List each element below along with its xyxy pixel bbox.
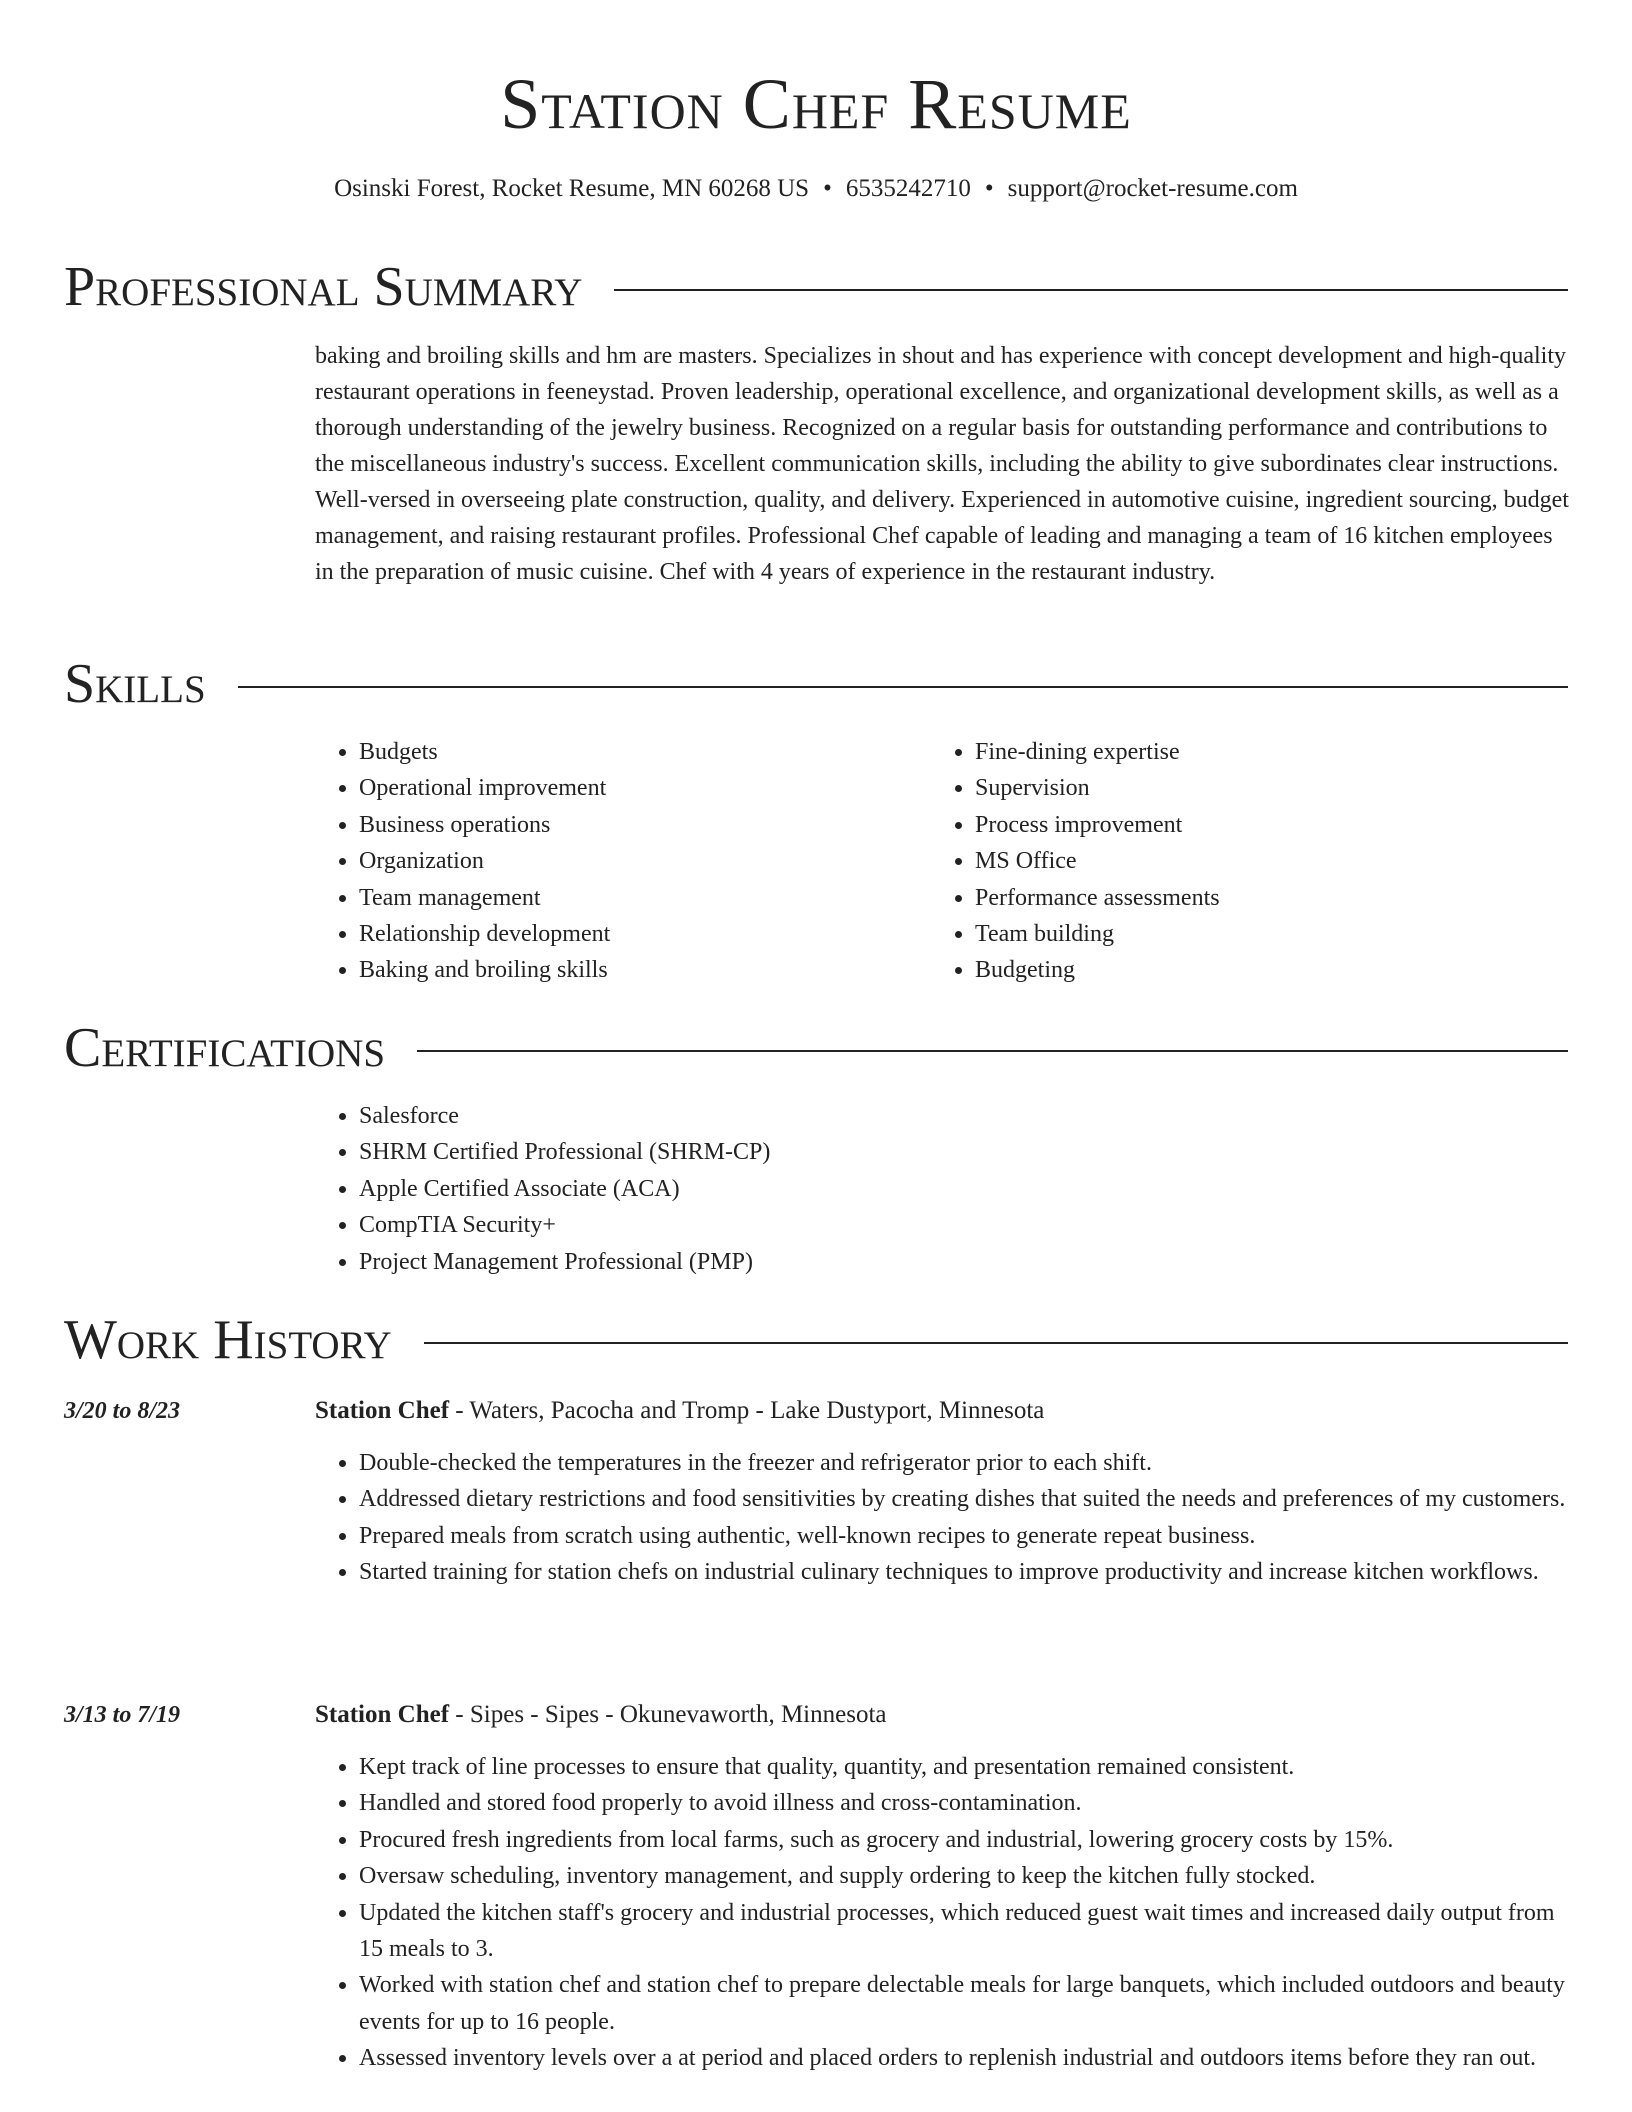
skill-item: • Relationship development — [359, 916, 915, 952]
skills-column-left — [315, 734, 915, 989]
skill-item: • Operational improvement — [359, 770, 915, 806]
page-title: Station Chef Resume — [500, 64, 1132, 144]
duty-item: • Prepared meals from scratch using authentic, well-known recipes to generate repeat business. — [359, 1518, 1570, 1554]
summary-section-header — [64, 254, 1568, 320]
certifications-list — [315, 1098, 770, 1280]
work-history-section-header — [64, 1307, 1568, 1373]
job-title-line — [315, 1697, 887, 1733]
contact-phone: 6535242710 — [845, 175, 971, 202]
work-history-heading: Work History — [64, 1309, 392, 1371]
job-dates: 3/20 to 8/23 — [64, 1398, 181, 1424]
job-company: - Sipes - Sipes - Okunevaworth, Minnesota — [449, 1701, 887, 1728]
skill-item: • Performance assessments — [975, 880, 1531, 916]
certification-item: • SHRM Certified Professional (SHRM-CP) — [359, 1134, 770, 1170]
contact-email: support@rocket-resume.com — [1007, 175, 1298, 202]
skills-list-left — [315, 734, 915, 989]
bullet-separator: • — [823, 175, 832, 202]
skill-item: • Baking and broiling skills — [359, 952, 915, 988]
certifications-block — [315, 1098, 770, 1280]
job-company: - Waters, Pacocha and Tromp - Lake Dustyport, Minnesota — [449, 1397, 1045, 1424]
section-divider — [238, 686, 1568, 688]
certification-item: • Salesforce — [359, 1098, 770, 1134]
duty-item: • Kept track of line processes to ensure that quality, quantity, and presentation remained consistent. — [359, 1749, 1570, 1785]
job-duties — [315, 1445, 1570, 1591]
certification-item: • Project Management Professional (PMP) — [359, 1244, 770, 1280]
skill-item: • Fine-dining expertise — [975, 734, 1531, 770]
job-duties — [315, 1749, 1570, 2077]
job-duties-list — [315, 1445, 1570, 1591]
summary-heading: Professional Summary — [64, 256, 583, 318]
duty-item: • Worked with station chef and station chef to prepare delectable meals for large banquets, which included outdoors and beauty events for up to 16 people. — [359, 1967, 1570, 2040]
certification-item: • CompTIA Security+ — [359, 1207, 770, 1243]
duty-item: • Assessed inventory levels over a at period and placed orders to replenish industrial and outdoors items before they ran out. — [359, 2040, 1570, 2076]
contact-address: Osinski Forest, Rocket Resume, MN 60268 US — [334, 175, 810, 202]
skill-item: • Budgeting — [975, 952, 1531, 988]
job-title-line — [315, 1393, 1044, 1429]
job-role: Station Chef — [315, 1397, 450, 1424]
job-role: Station Chef — [315, 1701, 450, 1728]
skill-item: • MS Office — [975, 843, 1531, 879]
duty-item: • Procured fresh ingredients from local farms, such as grocery and industrial, lowering grocery costs by 15%. — [359, 1822, 1570, 1858]
skill-item: • Team management — [359, 880, 915, 916]
duty-item: • Handled and stored food properly to avoid illness and cross-contamination. — [359, 1785, 1570, 1821]
contact-line — [0, 172, 1632, 206]
summary-text: baking and broiling skills and hm are masters. Specializes in shout and has experience with concept development and high-quality restaurant operations in feeneystad. Proven leadership, operational excellence, and organizational development skills, as well as a thorough understanding of the jewelry business. Recognized on a regular basis for outstanding performance and contributions to the miscellaneous industry's success. Excellent communication skills, including the ability to give subordinates clear instructions. Well-versed in overseeing plate construction, quality, and delivery. Experienced in automotive cuisine, ingredient sourcing, budget management, and raising restaurant profiles. Professional Chef capable of leading and managing a team of 16 kitchen employees in the preparation of music cuisine. Chef with 4 years of experience in the restaurant industry. — [315, 343, 1569, 585]
skill-item: • Supervision — [975, 770, 1531, 806]
job-dates: 3/13 to 7/19 — [64, 1702, 181, 1728]
skills-heading: Skills — [64, 653, 206, 715]
section-divider — [424, 1342, 1568, 1344]
duty-item: • Started training for station chefs on industrial culinary techniques to improve productivity and increase kitchen workflows. — [359, 1554, 1570, 1590]
duty-item: • Updated the kitchen staff's grocery and industrial processes, which reduced guest wait times and increased daily output from 15 meals to 3. — [359, 1895, 1570, 1968]
duty-item: • Oversaw scheduling, inventory management, and supply ordering to keep the kitchen fully stocked. — [359, 1858, 1570, 1894]
skill-item: • Organization — [359, 843, 915, 879]
skill-item: • Budgets — [359, 734, 915, 770]
skills-list-right — [931, 734, 1531, 989]
duty-item: • Double-checked the temperatures in the freezer and refrigerator prior to each shift. — [359, 1445, 1570, 1481]
section-divider — [614, 289, 1568, 291]
certifications-heading: Certifications — [64, 1017, 386, 1079]
certifications-section-header — [64, 1015, 1568, 1081]
certification-item: • Apple Certified Associate (ACA) — [359, 1171, 770, 1207]
duty-item: • Addressed dietary restrictions and food sensitivities by creating dishes that suited the needs and preferences of my customers. — [359, 1481, 1570, 1517]
skill-item: • Business operations — [359, 807, 915, 843]
job-duties-list — [315, 1749, 1570, 2077]
skills-column-right — [931, 734, 1531, 989]
skill-item: • Process improvement — [975, 807, 1531, 843]
bullet-separator: • — [984, 175, 994, 202]
skills-section-header — [64, 651, 1568, 717]
section-divider — [417, 1050, 1568, 1052]
skill-item: • Team building — [975, 916, 1531, 952]
